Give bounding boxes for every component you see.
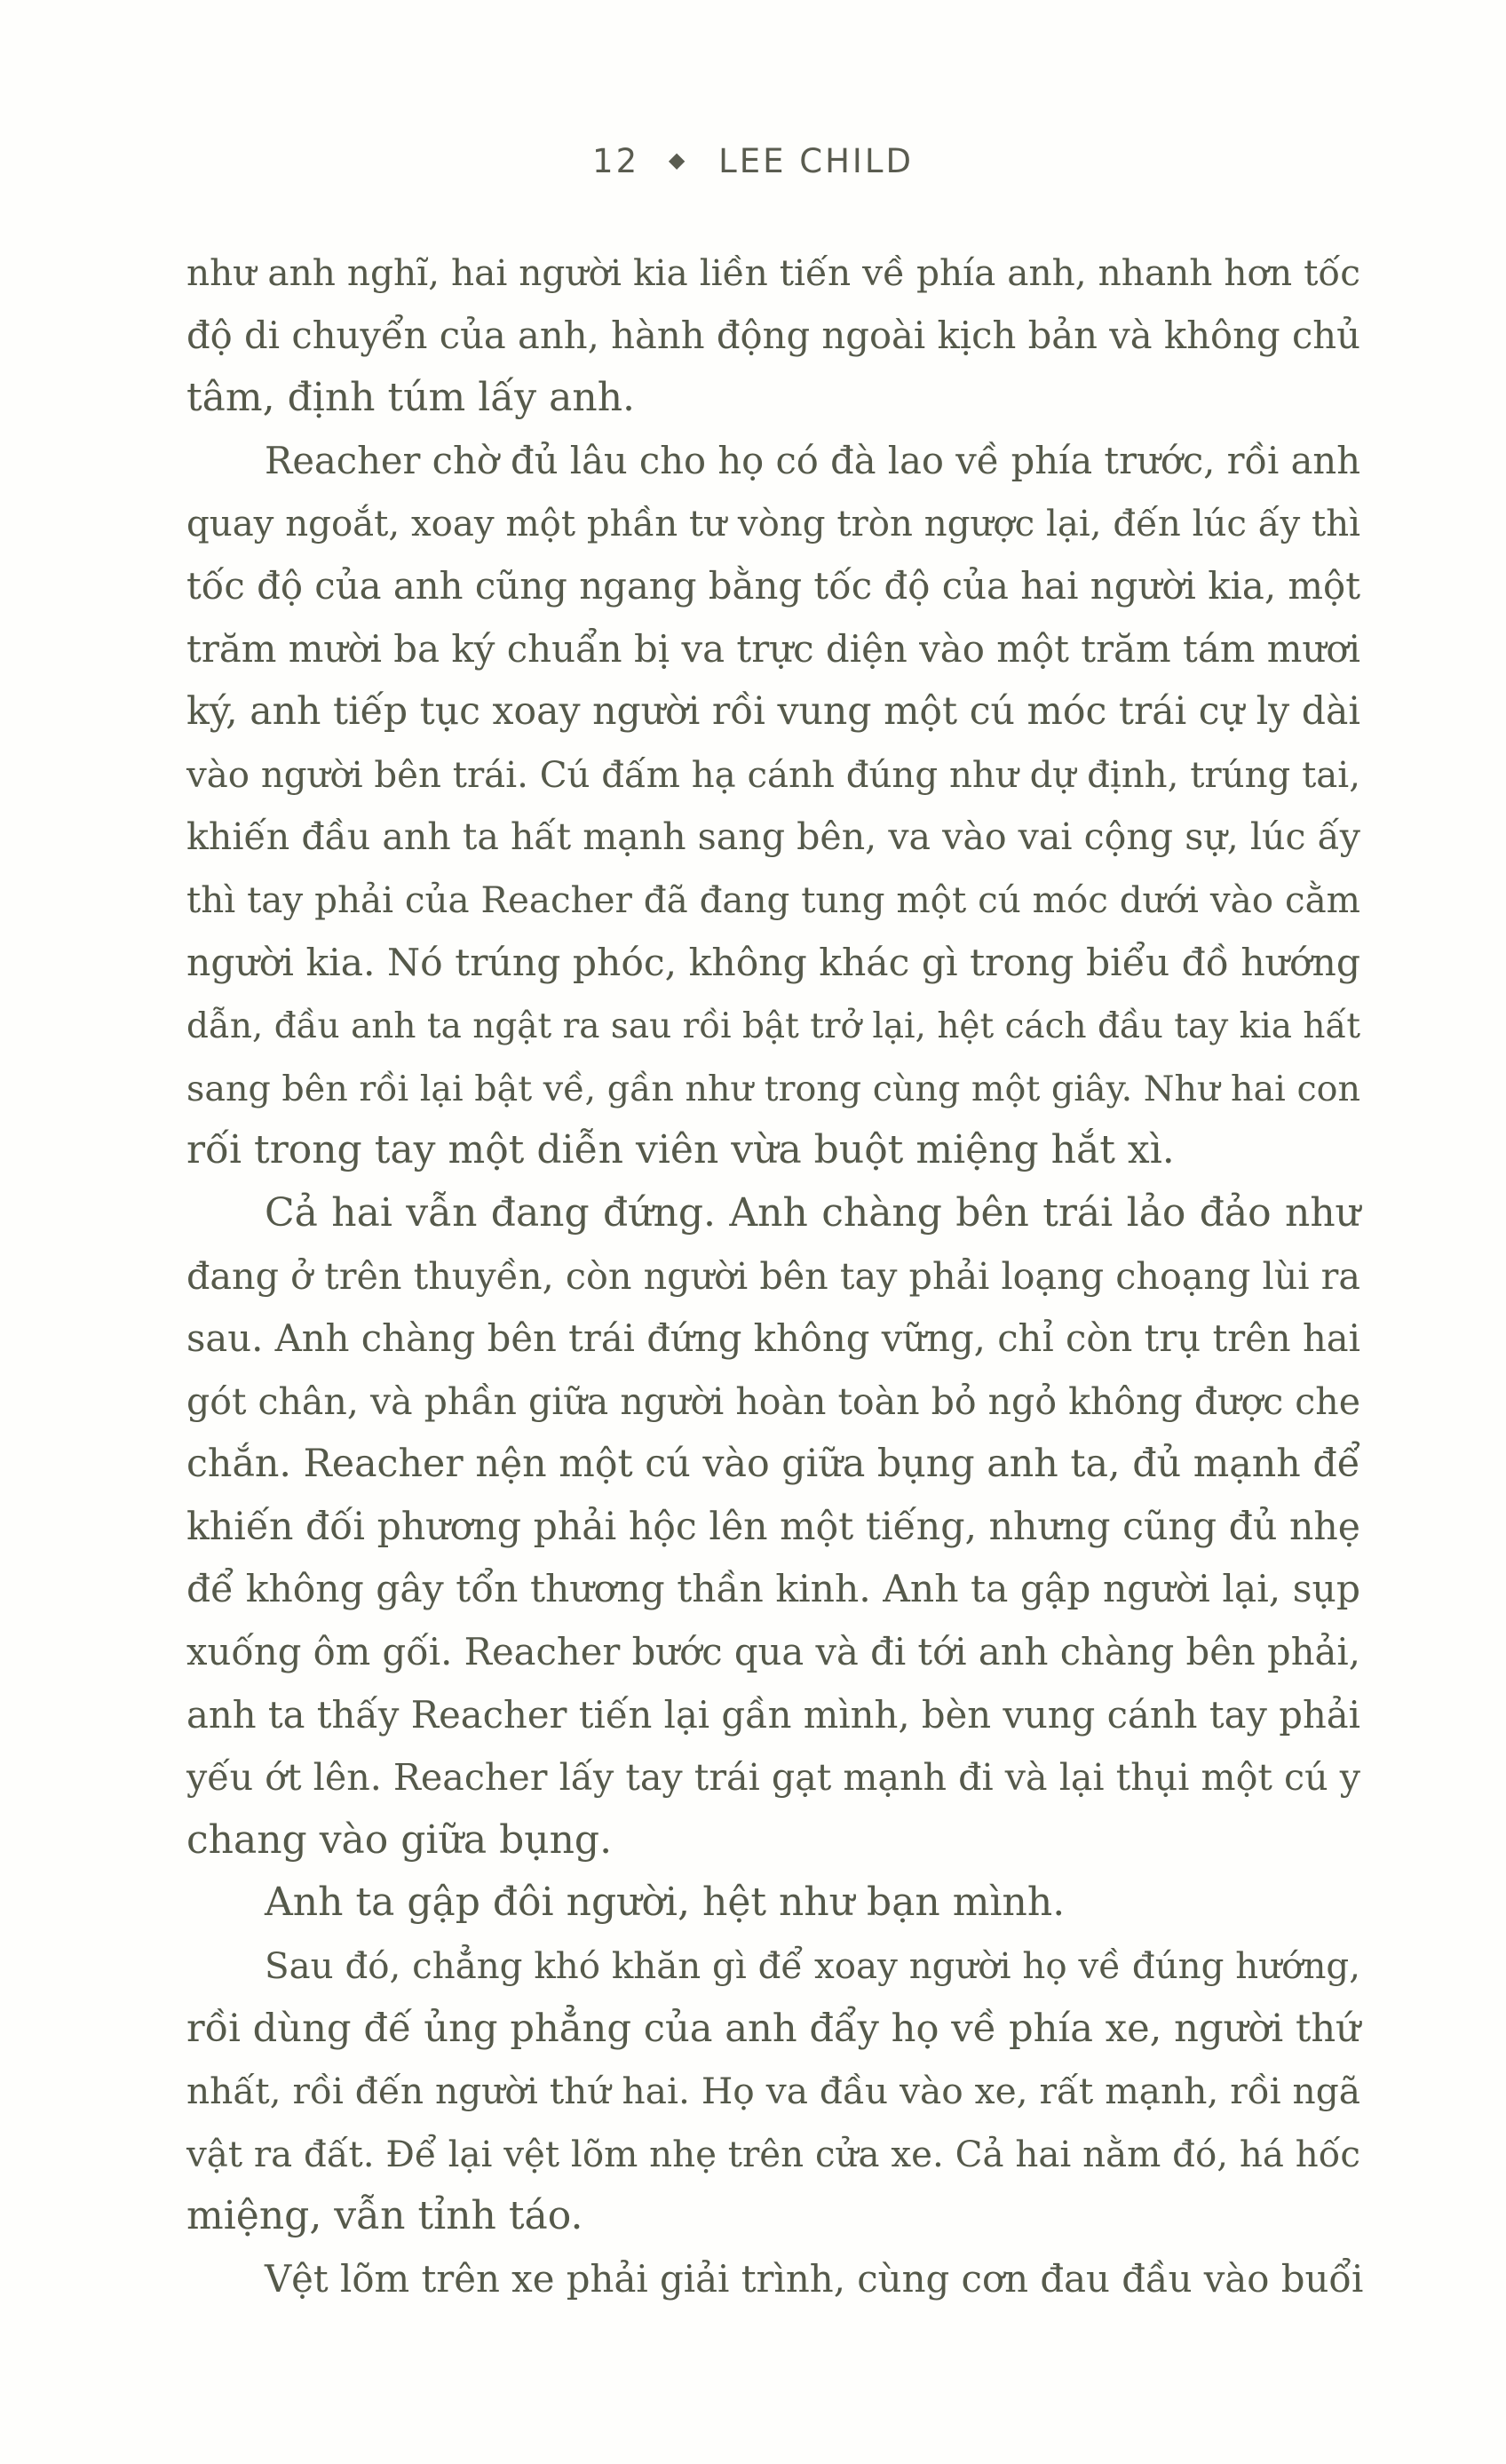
text-line: thì tay phải của Reacher đã đang tung một cú móc dưới vào cằm bbox=[186, 878, 1360, 921]
text-line: người kia. Nó trúng phóc, không khác gì trong biểu đồ hướng bbox=[186, 941, 1360, 985]
body-text bbox=[186, 242, 1364, 2311]
text-line: khiến đầu anh ta hất mạnh sang bên, va vào vai cộng sự, lúc ấy bbox=[186, 815, 1360, 859]
diamond-separator-icon: ◆ bbox=[668, 147, 688, 172]
text-line: Cả hai vẫn đang đứng. Anh chàng bên trái lảo đảo như bbox=[265, 1189, 1360, 1236]
running-head bbox=[0, 142, 1506, 180]
text-line: anh ta thấy Reacher tiến lại gần mình, bèn vung cánh tay phải bbox=[186, 1692, 1360, 1737]
text-line: trăm mười ba ký chuẩn bị va trực diện vào một trăm tám mươi bbox=[186, 626, 1360, 671]
text-line: gót chân, và phần giữa người hoàn toàn bỏ ngỏ không được che bbox=[186, 1379, 1360, 1423]
text-line: Reacher chờ đủ lâu cho họ có đà lao về phía trước, rồi anh bbox=[265, 438, 1360, 482]
text-line: để không gây tổn thương thần kinh. Anh ta gập người lại, sụp bbox=[186, 1568, 1360, 1612]
text-line: rồi dùng đế ủng phẳng của anh đẩy họ về phía xe, người thứ bbox=[186, 2006, 1360, 2051]
text-line: yếu ớt lên. Reacher lấy tay trái gạt mạnh đi và lại thụi một cú y bbox=[186, 1756, 1360, 1800]
text-line: sang bên rồi lại bật về, gần như trong cùng một giây. Như hai con bbox=[186, 1068, 1360, 1109]
text-line: tâm, định túm lấy anh. bbox=[186, 375, 636, 421]
text-line: đang ở trên thuyền, còn người bên tay phải loạng choạng lùi ra bbox=[186, 1254, 1360, 1298]
text-line: tốc độ của anh cũng ngang bằng tốc độ của hai người kia, một bbox=[186, 563, 1360, 608]
text-line: vào người bên trái. Cú đấm hạ cánh đúng như dự định, trúng tai, bbox=[186, 754, 1360, 796]
paragraph bbox=[186, 430, 1360, 1182]
text-line: nhất, rồi đến người thứ hai. Họ va đầu vào xe, rất mạnh, rồi ngã bbox=[186, 2070, 1360, 2113]
paragraph bbox=[186, 242, 1360, 430]
text-line: xuống ôm gối. Reacher bước qua và đi tới anh chàng bên phải, bbox=[186, 1630, 1360, 1674]
text-line: vật ra đất. Để lại vệt lõm nhẹ trên cửa xe. Cả hai nằm đó, há hốc bbox=[186, 2133, 1360, 2175]
paragraph bbox=[186, 1872, 1360, 1935]
text-line: Sau đó, chẳng khó khăn gì để xoay người họ về đúng hướng, bbox=[265, 1945, 1360, 1988]
text-line: chang vào giữa bụng. bbox=[186, 1816, 613, 1863]
text-line: rối trong tay một diễn viên vừa buột miệng hắt xì. bbox=[186, 1127, 1175, 1173]
paragraph bbox=[186, 2248, 1364, 2311]
text-line: chắn. Reacher nện một cú vào giữa bụng anh ta, đủ mạnh để bbox=[186, 1442, 1360, 1487]
text-line: ký, anh tiếp tục xoay người rồi vung một cú móc trái cự ly dài bbox=[186, 689, 1360, 735]
text-line: độ di chuyển của anh, hành động ngoài kịch bản và không chủ bbox=[186, 313, 1360, 357]
text-line: như anh nghĩ, hai người kia liền tiến về phía anh, nhanh hơn tốc bbox=[186, 251, 1360, 294]
text-line: miệng, vẫn tỉnh táo. bbox=[186, 2193, 583, 2239]
paragraph bbox=[186, 1935, 1360, 2248]
text-line: khiến đối phương phải hộc lên một tiếng, nhưng cũng đủ nhẹ bbox=[186, 1504, 1360, 1549]
page-number: 12 bbox=[592, 142, 640, 180]
paragraph bbox=[186, 1182, 1360, 1872]
text-line: quay ngoắt, xoay một phần tư vòng tròn ngược lại, đến lúc ấy thì bbox=[186, 504, 1360, 545]
text-line: sau. Anh chàng bên trái đứng không vững, chỉ còn trụ trên hai bbox=[186, 1316, 1360, 1361]
text-line: Anh ta gập đôi người, hệt như bạn mình. bbox=[265, 1880, 1066, 1926]
author-name: LEE CHILD bbox=[718, 142, 914, 180]
text-line: dẫn, đầu anh ta ngật ra sau rồi bật trở lại, hệt cách đầu tay kia hất bbox=[186, 1006, 1360, 1047]
text-line: Vệt lõm trên xe phải giải trình, cùng cơn đau đầu vào buổi bbox=[265, 2257, 1364, 2301]
